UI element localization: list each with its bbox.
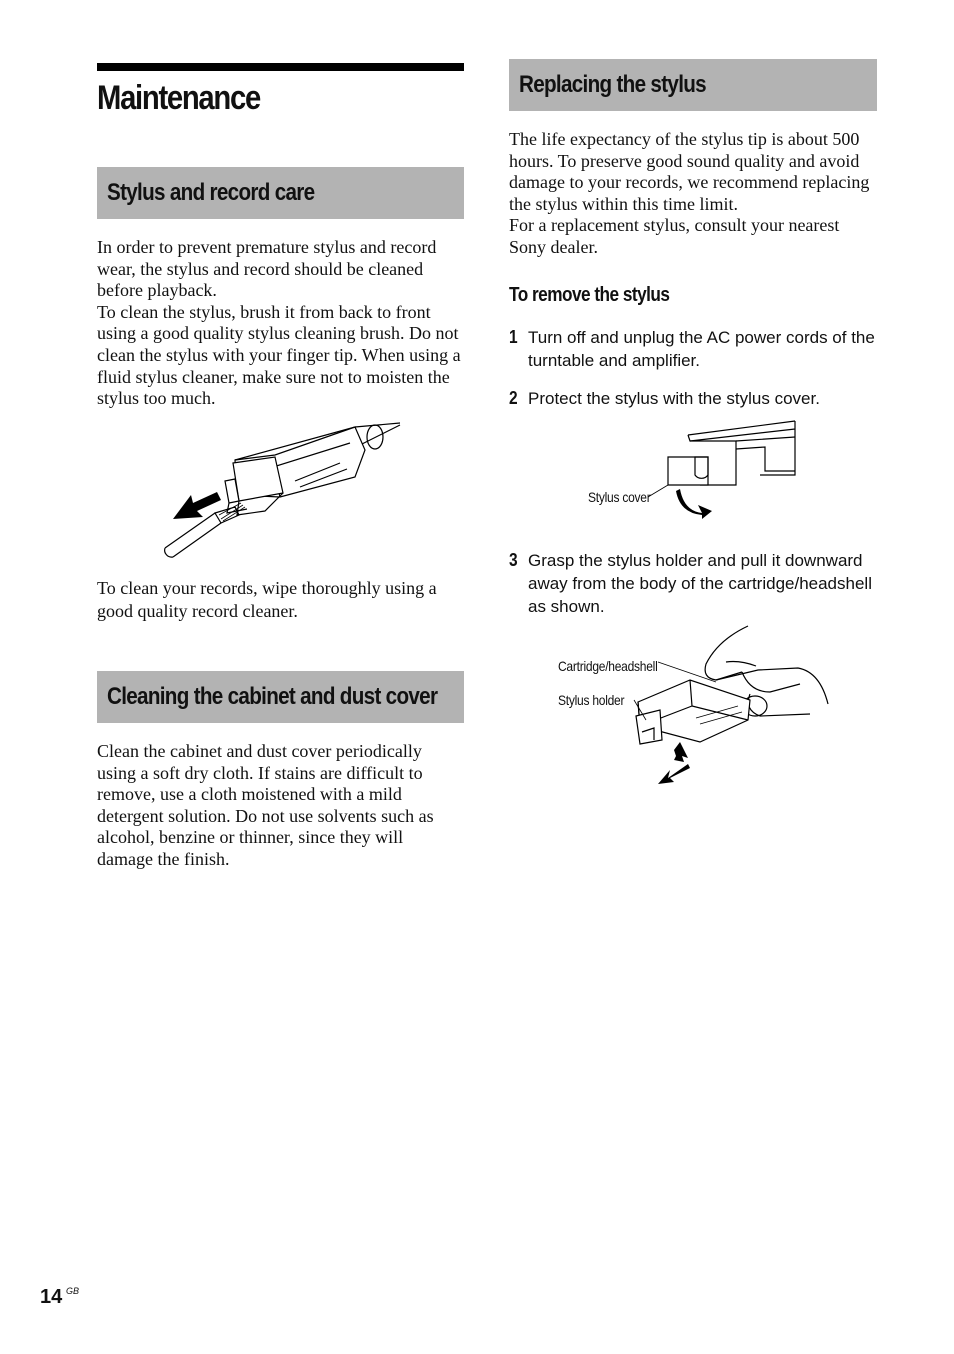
section-heading-cabinet: Cleaning the cabinet and dust cover <box>107 683 438 710</box>
section-heading-replacing: Replacing the stylus <box>519 71 706 98</box>
step-1-text: Turn off and unplug the AC power cords of the turntable and amplifier. <box>528 328 875 370</box>
title-rule <box>97 63 464 71</box>
replacing-para-1: The life expectancy of the stylus tip is about 500 hours. To preserve good sound quality and avoid damage to your records, we recommend replacing the stylus within this time limit. <box>509 129 870 214</box>
page-title: Maintenance <box>97 79 260 117</box>
stylus-removal-illustration <box>630 622 835 787</box>
step-2-number: 2 <box>509 388 518 408</box>
step-3-number: 3 <box>509 550 518 570</box>
stylus-care-para-1: In order to prevent premature stylus and record wear, the stylus and record should be cleaned before playback. <box>97 237 437 301</box>
stylus-cover-label: Stylus cover <box>588 489 651 505</box>
replacing-text <box>509 129 879 259</box>
remove-stylus-subheading: To remove the stylus <box>509 284 670 306</box>
step-2-text: Protect the stylus with the stylus cover. <box>528 389 820 408</box>
step-3-text: Grasp the stylus holder and pull it downward away from the body of the cartridge/headshell as shown. <box>528 551 872 616</box>
stylus-holder-label: Stylus holder <box>558 692 625 708</box>
page-number: 14 <box>40 1286 63 1308</box>
cartridge-headshell-label: Cartridge/headshell <box>558 658 658 674</box>
stylus-care-para-2: To clean the stylus, brush it from back to front using a good quality stylus cleaning brush. Do not clean the stylus with your finger tip. When using a fluid stylus cleaner, make sure not to moisten the stylus too much. <box>97 301 461 409</box>
step-1-number: 1 <box>509 327 518 347</box>
section-heading-stylus-care: Stylus and record care <box>107 179 315 206</box>
record-care-text: To clean your records, wipe thoroughly using a good quality record cleaner. <box>97 578 437 621</box>
stylus-care-text <box>97 237 467 410</box>
cabinet-care-text: Clean the cabinet and dust cover periodically using a soft dry cloth. If stains are difficult to remove, use a cloth moistened with a mild detergent solution. Do not use solvents such as alcohol, benzine or thinner, since they will damage the finish. <box>97 741 434 869</box>
stylus-cover-illustration <box>640 415 800 523</box>
section-band-cabinet <box>97 671 464 723</box>
page-number-suffix: GB <box>66 1286 80 1296</box>
stylus-brush-illustration <box>155 415 410 565</box>
section-band-replacing <box>509 59 877 111</box>
replacing-para-2: For a replacement stylus, consult your nearest Sony dealer. <box>509 215 840 257</box>
section-band-stylus-care <box>97 167 464 219</box>
